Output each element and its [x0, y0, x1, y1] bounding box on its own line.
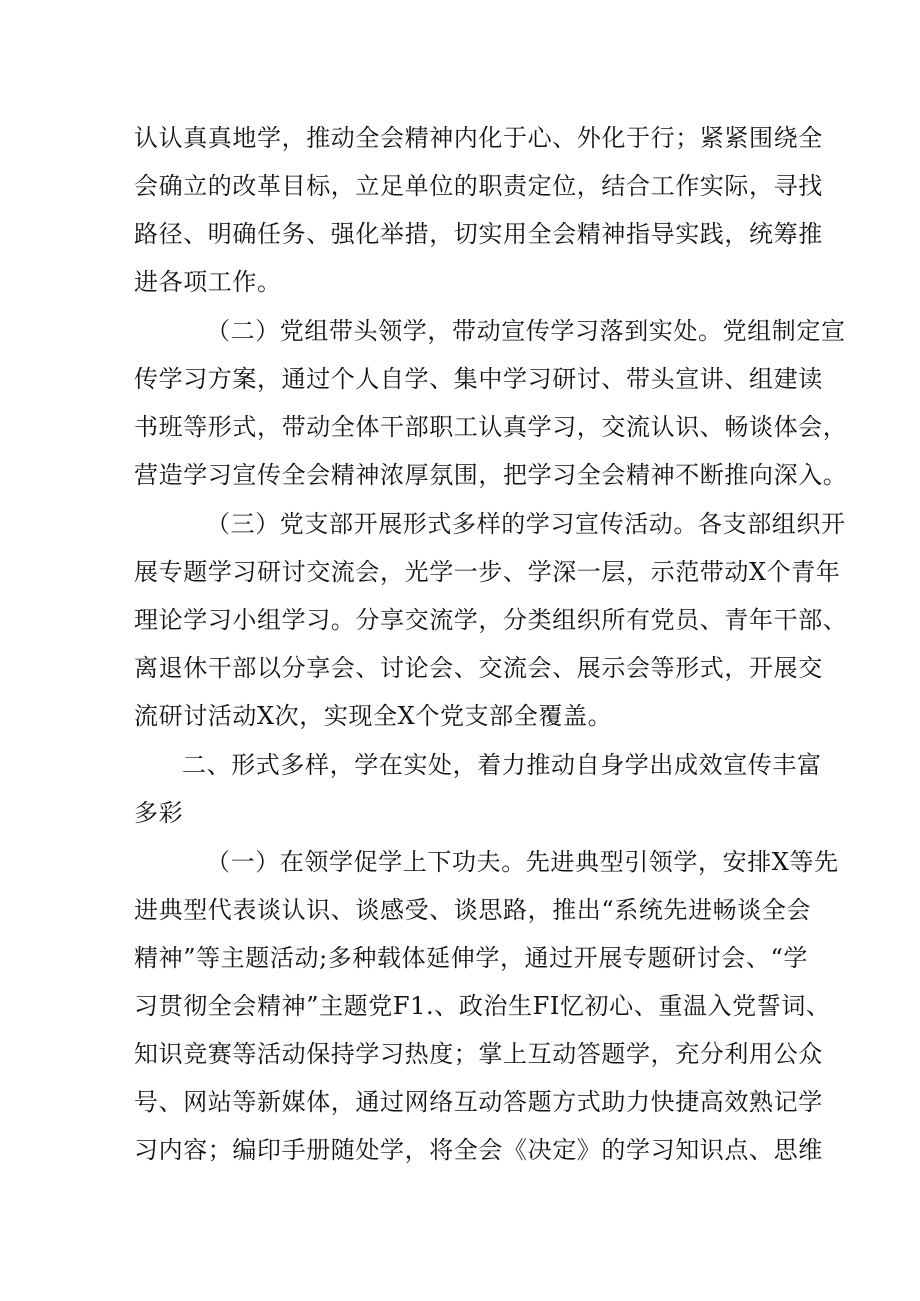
paragraph-line: 精神”等主题活动;多种载体延伸学，通过开展专题研讨会、“学	[134, 944, 809, 972]
paragraph-line: 认认真真地学，推动全会精神内化于心、外化于行；紧紧围绕全	[134, 124, 823, 152]
section-heading-line: （二）党组带头领学，带动宣传学习落到实处。党组制定宣	[206, 317, 846, 345]
paragraph-line: 展专题学习研讨交流会，光学一步、学深一层，示范带动X个青年	[134, 558, 841, 586]
paragraph-line: 进各项工作。	[134, 268, 282, 296]
paragraph-line: 号、网站等新媒体，通过网络互动答题方式助力快捷高效熟记学	[134, 1088, 823, 1116]
section-heading-line: （一）在领学促学上下功夫。先进典型引领学，安排X等先	[206, 848, 839, 876]
paragraph-line: 路径、明确任务、强化举措，切实用全会精神指导实践，统筹推	[134, 220, 823, 248]
paragraph-line: 流研讨活动X次，实现全X个党支部全覆盖。	[134, 702, 613, 730]
chapter-heading-line: 多彩	[134, 799, 184, 827]
paragraph-line: 营造学习宣传全会精神浓厚氛围，把学习全会精神不断推向深入。	[134, 461, 848, 489]
paragraph-line: 传学习方案，通过个人自学、集中学习研讨、带头宣讲、组建读	[134, 365, 823, 393]
paragraph-line: 书班等形式，带动全体干部职工认真学习，交流认识、畅谈体会，	[134, 413, 848, 441]
paragraph-line: 进典型代表谈认识、谈感受、谈思路，推出“系统先进畅谈全会	[134, 896, 812, 924]
paragraph-line: 习内容；编印手册随处学，将全会《决定》的学习知识点、思维	[134, 1136, 823, 1164]
paragraph-line: 会确立的改革目标，立足单位的职责定位，结合工作实际，寻找	[134, 172, 823, 200]
paragraph-line: 理论学习小组学习。分享交流学，分类组织所有党员、青年干部、	[134, 606, 848, 634]
paragraph-line: 习贯彻全会精神”主题党F1.、政治生FI忆初心、重温入党誓词、	[134, 992, 831, 1020]
paragraph-line: 知识竞赛等活动保持学习热度；掌上互动答题学，充分利用公众	[134, 1040, 823, 1068]
paragraph-line: 离退休干部以分享会、讨论会、交流会、展示会等形式，开展交	[134, 654, 823, 682]
chapter-heading-line: 二、形式多样，学在实处，着力推动自身学出成效宣传丰富	[182, 751, 822, 779]
section-heading-line: （三）党支部开展形式多样的学习宣传活动。各支部组织开	[206, 510, 846, 538]
